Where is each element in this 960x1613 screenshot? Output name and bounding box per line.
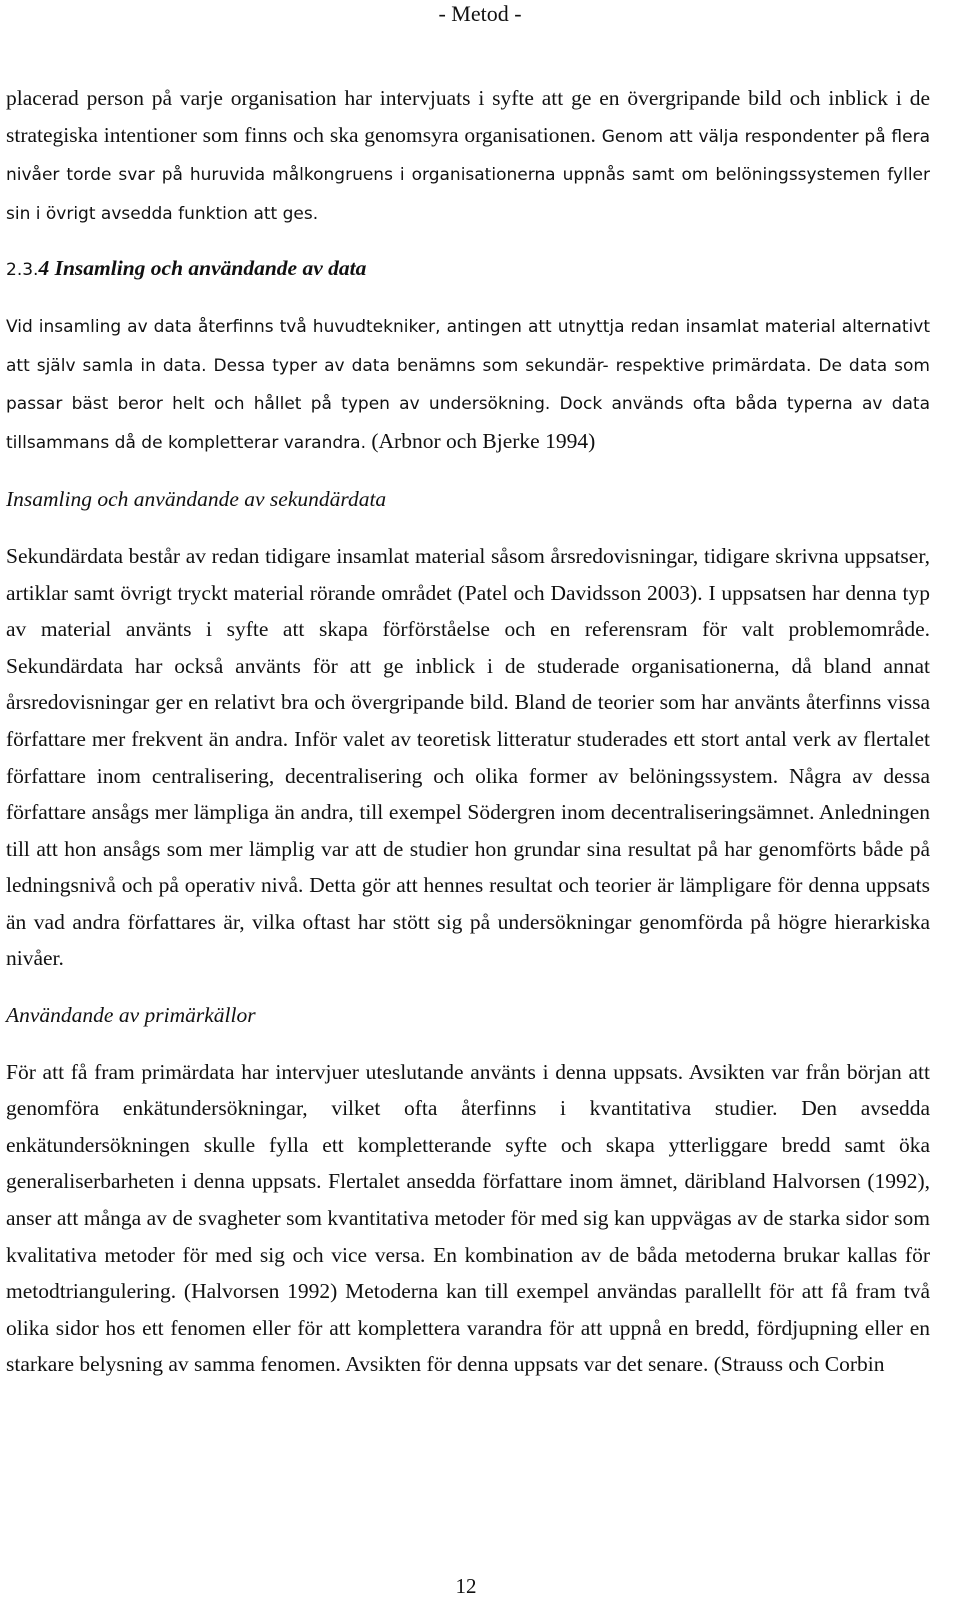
primary-sentence-1: För att få fram primärdata har intervjuer uteslutande använts i denna uppsats. bbox=[6, 1059, 684, 1084]
intro-sentence-2: Genom att välja respondenter på flera nivåer torde svar på huruvida målkongruens i organisationerna uppnås samt om belöningssystemen fyller sin i övrigt avsedda funktion att ges. bbox=[6, 126, 931, 224]
primary-sentence-4: En kombination av de båda metoderna brukar kallas för metodtriangulering. (Halvorsen 1992) bbox=[6, 1242, 931, 1304]
section-title: 4 Insamling och användande av data bbox=[38, 256, 367, 281]
primary-sentence-6: Avsikten för denna uppsats var det senare. (Strauss och Corbin bbox=[345, 1352, 885, 1377]
secondary-sentence-2: I uppsatsen har denna typ av material använts i syfte att skapa förförståelse och en referensram för valt problemområde. bbox=[6, 580, 931, 642]
secondary-heading: Insamling och användande av sekundärdata bbox=[6, 487, 387, 512]
primary-sentence-2: Avsikten var från början att genomföra enkätundersökningar, vilket ofta återfinns i kvantitativa studier. Den avsedda enkätundersökningen skulle fylla ett kompletterande syfte och skapa ytterliggare bredd samt öka generaliserbarheten i denna uppsats. bbox=[6, 1059, 930, 1194]
secondary-sentence-6: Några av dessa författare ansågs mer lämpliga än andra, till exempel Södergren inom decentraliseringsämnet. Anledningen till att hon ansågs som mer lämplig var att de studier hon grundar sina resultat på har genomförts både på ledningsnivå och på operativ nivå. bbox=[6, 763, 931, 898]
body-text bbox=[6, 80, 930, 1383]
section-sentence-3: De data som passar bäst beror helt och hållet på typen av undersökning. bbox=[6, 355, 930, 415]
section-number: 2.3. bbox=[6, 260, 39, 281]
section-sentence-1: Vid insamling av data återfinns två huvudtekniker, antingen att utnyttja redan insamlat material alternativt att själv samla in data. bbox=[6, 316, 930, 376]
primary-heading: Användande av primärkällor bbox=[6, 1003, 256, 1028]
secondary-sentence-7: Detta gör att hennes resultat och teorier är lämpligare för denna uppsats än vad andra författares är, vilka oftast har stött sig på undersökningar genomförda på högre hierarkiska nivåer. bbox=[6, 873, 930, 971]
secondary-sentence-1: Sekundärdata består av redan tidigare insamlat material såsom årsredovisningar, tidigare skrivna uppsatser, artiklar samt övrigt tryckt material rörande området (Patel och Davidsson 2003). bbox=[6, 543, 930, 605]
secondary-paragraph bbox=[6, 538, 930, 977]
section-sentence-4: Dock används ofta båda typerna av data tillsammans då de kompletterar varandra. bbox=[6, 394, 931, 453]
primary-paragraph bbox=[6, 1054, 930, 1383]
secondary-sentence-5: Inför valet av teoretisk litteratur studerades ett stort antal verk av flertalet författare inom centralisering, decentralisering och olika former av belöningssystem. bbox=[6, 726, 931, 788]
page-number: 12 bbox=[455, 1574, 477, 1598]
secondary-sentence-4: Bland de teorier som har använts återfinns vissa författare mer frekvent än andra. bbox=[6, 690, 930, 751]
primary-sentence-3: Flertalet ansedda författare inom ämnet, däribland Halvorsen (1992), anser att många av de svagheter som kvantitativa metoder för med sig kan uppvägas av de starka sidor som kvalitativa metoder för med sig och vice versa. bbox=[6, 1169, 931, 1267]
section-sentence-2: Dessa typer av data benämns som sekundär- respektive primärdata. bbox=[213, 355, 812, 376]
primary-sentence-5: Metoderna kan till exempel användas parallellt för att få fram två olika sidor hos ett fenomen eller för att komplettera varandra för att uppnå en bredd, fördjupning eller en starkare belysning av samma fenomen. bbox=[6, 1279, 930, 1377]
section-citation: (Arbnor och Bjerke 1994) bbox=[371, 428, 596, 453]
intro-sentence-1: placerad person på varje organisation har intervjuats i syfte att ge en övergripande bild och inblick i de strategiska intentioner som finns och ska genomsyra organisationen. bbox=[6, 86, 930, 147]
secondary-sentence-3: Sekundärdata har också använts för att ge inblick i de studerade organisationerna, då bland annat årsredovisningar ger en relativt bra och övergripande bild. bbox=[6, 653, 930, 715]
section-paragraph bbox=[6, 307, 930, 461]
section-heading bbox=[6, 250, 930, 289]
running-header: - Metod - bbox=[438, 1, 522, 26]
intro-paragraph bbox=[6, 80, 930, 232]
